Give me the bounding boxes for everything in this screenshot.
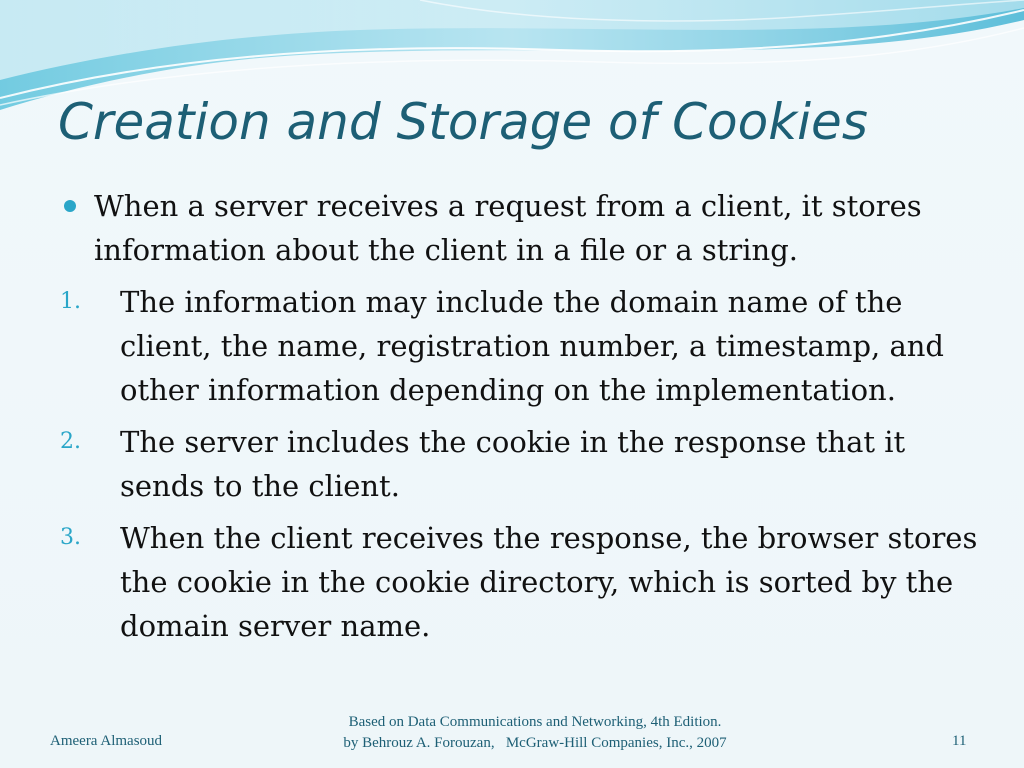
- item-text: When the client receives the response, the browser stores the cookie in the cookie directory, which is sorted by the domain server name.: [120, 521, 978, 643]
- numbered-item-3: [60, 516, 980, 648]
- slide-content: [60, 184, 980, 656]
- bullet-dot-icon: [64, 200, 76, 212]
- numbered-item-2: [60, 420, 980, 508]
- bullet-item: [60, 184, 980, 272]
- footer-source-line-1: Based on Data Communications and Networking, 4th Edition.: [348, 714, 722, 730]
- bullet-text: When a server receives a request from a client, it stores information about the client in a file or a string.: [94, 189, 922, 267]
- item-number: 1.: [60, 289, 81, 314]
- item-number: 2.: [60, 429, 81, 454]
- numbered-item-1: [60, 280, 980, 412]
- footer-source: [300, 712, 770, 754]
- item-number: 3.: [60, 525, 81, 550]
- page-number: 11: [952, 733, 967, 749]
- footer-author: Ameera Almasoud: [50, 733, 163, 749]
- slide-title: Creation and Storage of Cookies: [58, 93, 868, 151]
- footer-source-line-2: by Behrouz A. Forouzan, McGraw-Hill Companies, Inc., 2007: [343, 735, 727, 751]
- item-text: The server includes the cookie in the response that it sends to the client.: [120, 425, 906, 503]
- item-text: The information may include the domain name of the client, the name, registration number, a timestamp, and other information depending on the implementation.: [120, 285, 944, 407]
